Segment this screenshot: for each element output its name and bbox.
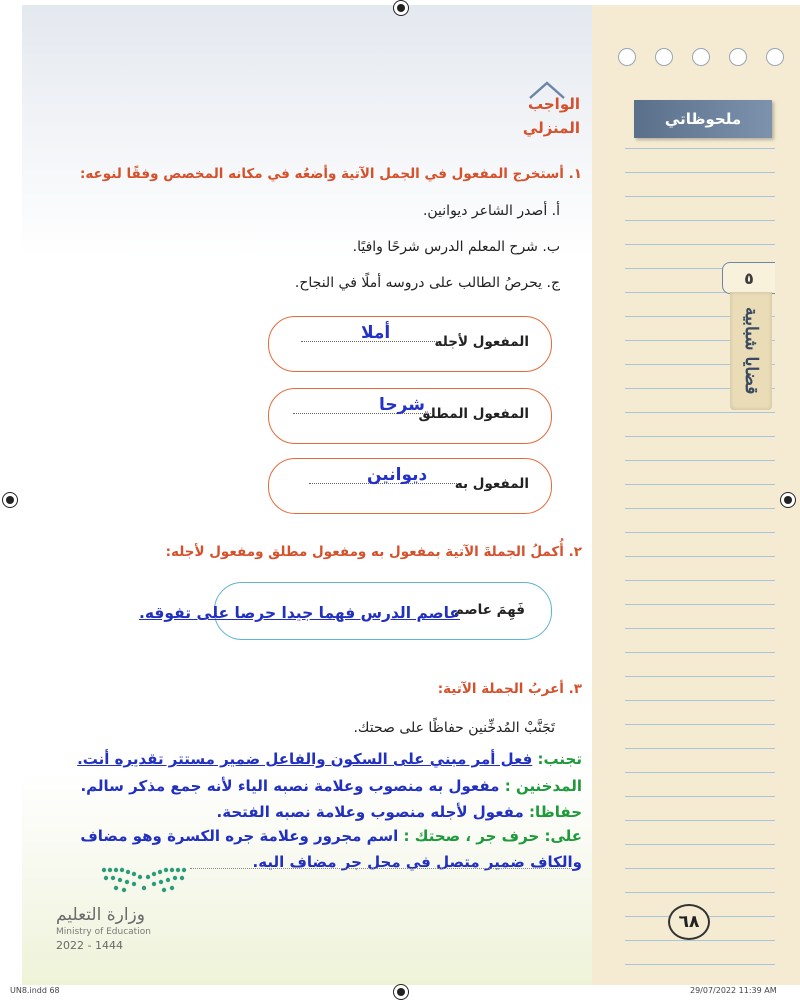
homework-heading-line2: المنزلي: [522, 119, 580, 137]
parse-line-5: والكاف ضمير متصل في محل جر مضاف اليه.: [252, 853, 582, 871]
registration-mark-icon: [780, 492, 796, 508]
homework-heading: [520, 80, 580, 140]
question-2-title: ٢. أُكملُ الجملةَ الآتية بمفعول به ومفعول مطلق ومفعول لأجله:: [165, 544, 582, 560]
ruled-line: [625, 724, 775, 725]
ruled-line: [625, 220, 775, 221]
handwritten-answer: شرحا: [379, 395, 425, 415]
notes-tab: ملحوظاتي: [634, 100, 772, 138]
unit-title: قضايا شبابية: [741, 307, 761, 395]
q1-sentence-b: ب. شرح المعلم الدرس شرحًا وافيًا.: [352, 239, 560, 255]
ministry-name-english: Ministry of Education: [56, 927, 151, 937]
binder-hole: [655, 48, 673, 66]
question-3-title: ٣. أعربُ الجملة الآتية:: [437, 681, 582, 697]
ruled-line: [625, 580, 775, 581]
ruled-line: [625, 700, 775, 701]
parse-text: اسم مجرور وعلامة جره الكسرة وهو مضاف: [80, 827, 399, 845]
registration-mark-icon: [393, 0, 409, 16]
ruled-line: [625, 892, 775, 893]
academic-year: 2022 - 1444: [56, 939, 123, 952]
notes-sidebar: [592, 5, 800, 985]
ruled-line: [625, 172, 775, 173]
parse-word: على: حرف جر ، صحتك :: [403, 827, 582, 845]
q1-sentence-a: أ. أصدر الشاعر ديوانين.: [422, 203, 560, 219]
answer-box-maful-liajlih: [268, 316, 552, 372]
print-date-info: 29/07/2022 11:39 AM: [690, 986, 777, 995]
parse-word: تجنب:: [537, 750, 582, 768]
q2-handwritten-answer: عاصم الدرس فهما جيدا حرصا على تفوقه.: [138, 604, 460, 622]
ministry-branding: [56, 905, 152, 952]
binder-hole: [692, 48, 710, 66]
ruled-line: [625, 796, 775, 797]
ruled-line: [625, 556, 775, 557]
ruled-line: [625, 244, 775, 245]
ruled-line: [625, 484, 775, 485]
parse-text: فعل أمر مبني على السكون والفاعل ضمير مستتر تقديره أنت.: [77, 750, 533, 768]
parse-word: حفاظا:: [529, 803, 582, 821]
ruled-line: [625, 652, 775, 653]
page-number: ٦٨: [668, 904, 710, 940]
ruled-line: [625, 508, 775, 509]
ruled-line: [625, 772, 775, 773]
ruled-line: [625, 628, 775, 629]
registration-mark-icon: [393, 984, 409, 1000]
ruled-line: [625, 436, 775, 437]
ruled-line: [625, 532, 775, 533]
ruled-line: [625, 820, 775, 821]
ruled-line: [625, 868, 775, 869]
ruled-line: [625, 148, 775, 149]
q2-prompt: فَهِمَ عاصم: [454, 602, 525, 618]
binder-hole: [729, 48, 747, 66]
parse-line-2: [80, 777, 582, 795]
answer-box-maful-bih: [268, 458, 552, 514]
parse-line-3: [217, 803, 582, 821]
print-file-info: UN8.indd 68: [10, 986, 60, 995]
answer-box-maful-mutlaq: [268, 388, 552, 444]
parse-word: المدخنين :: [504, 777, 582, 795]
registration-mark-icon: [2, 492, 18, 508]
ruled-line: [625, 412, 775, 413]
parse-text: مفعول به منصوب وعلامة نصبه الياء لأنه جمع مذكر سالم.: [80, 777, 500, 795]
ministry-name-arabic: وزارة التعليم: [56, 905, 145, 925]
ruled-line: [625, 604, 775, 605]
unit-title-strip: [730, 292, 772, 410]
q3-sentence: تَجَنَّبْ المُدخِّنين حفاظًا على صحتك.: [353, 720, 555, 736]
handwritten-answer: أملا: [361, 323, 391, 343]
question-1-title: ١. أستخرج المفعول في الجمل الآتية وأضعُه في مكانه المخصص وفقًا لنوعه:: [79, 166, 582, 182]
answer-dotted-line: [190, 868, 572, 869]
ruled-line: [625, 964, 775, 965]
ruled-line: [625, 844, 775, 845]
answer-box-label: المفعول لأجله: [434, 334, 529, 350]
homework-heading-line1: الواجب: [527, 95, 580, 113]
parse-line-4: [80, 827, 582, 845]
ruled-line: [625, 196, 775, 197]
binder-hole: [766, 48, 784, 66]
parse-text: مفعول لأجله منصوب وعلامة نصبه الفتحة.: [216, 803, 524, 821]
ruled-line: [625, 676, 775, 677]
parse-line-1: [77, 750, 582, 768]
ruled-line: [625, 940, 775, 941]
answer-box-label: المفعول المطلق: [418, 406, 529, 422]
ruled-line: [625, 748, 775, 749]
q1-sentence-c: ج. يحرصُ الطالب على دروسه أملًا في النجاح.: [294, 275, 560, 291]
answer-box-label: المفعول به: [454, 476, 529, 492]
ministry-logo-icon: [96, 862, 192, 898]
unit-number-badge: ٥: [722, 262, 775, 294]
binder-hole: [618, 48, 636, 66]
handwritten-answer: ديوانين: [367, 465, 428, 485]
ruled-line: [625, 460, 775, 461]
